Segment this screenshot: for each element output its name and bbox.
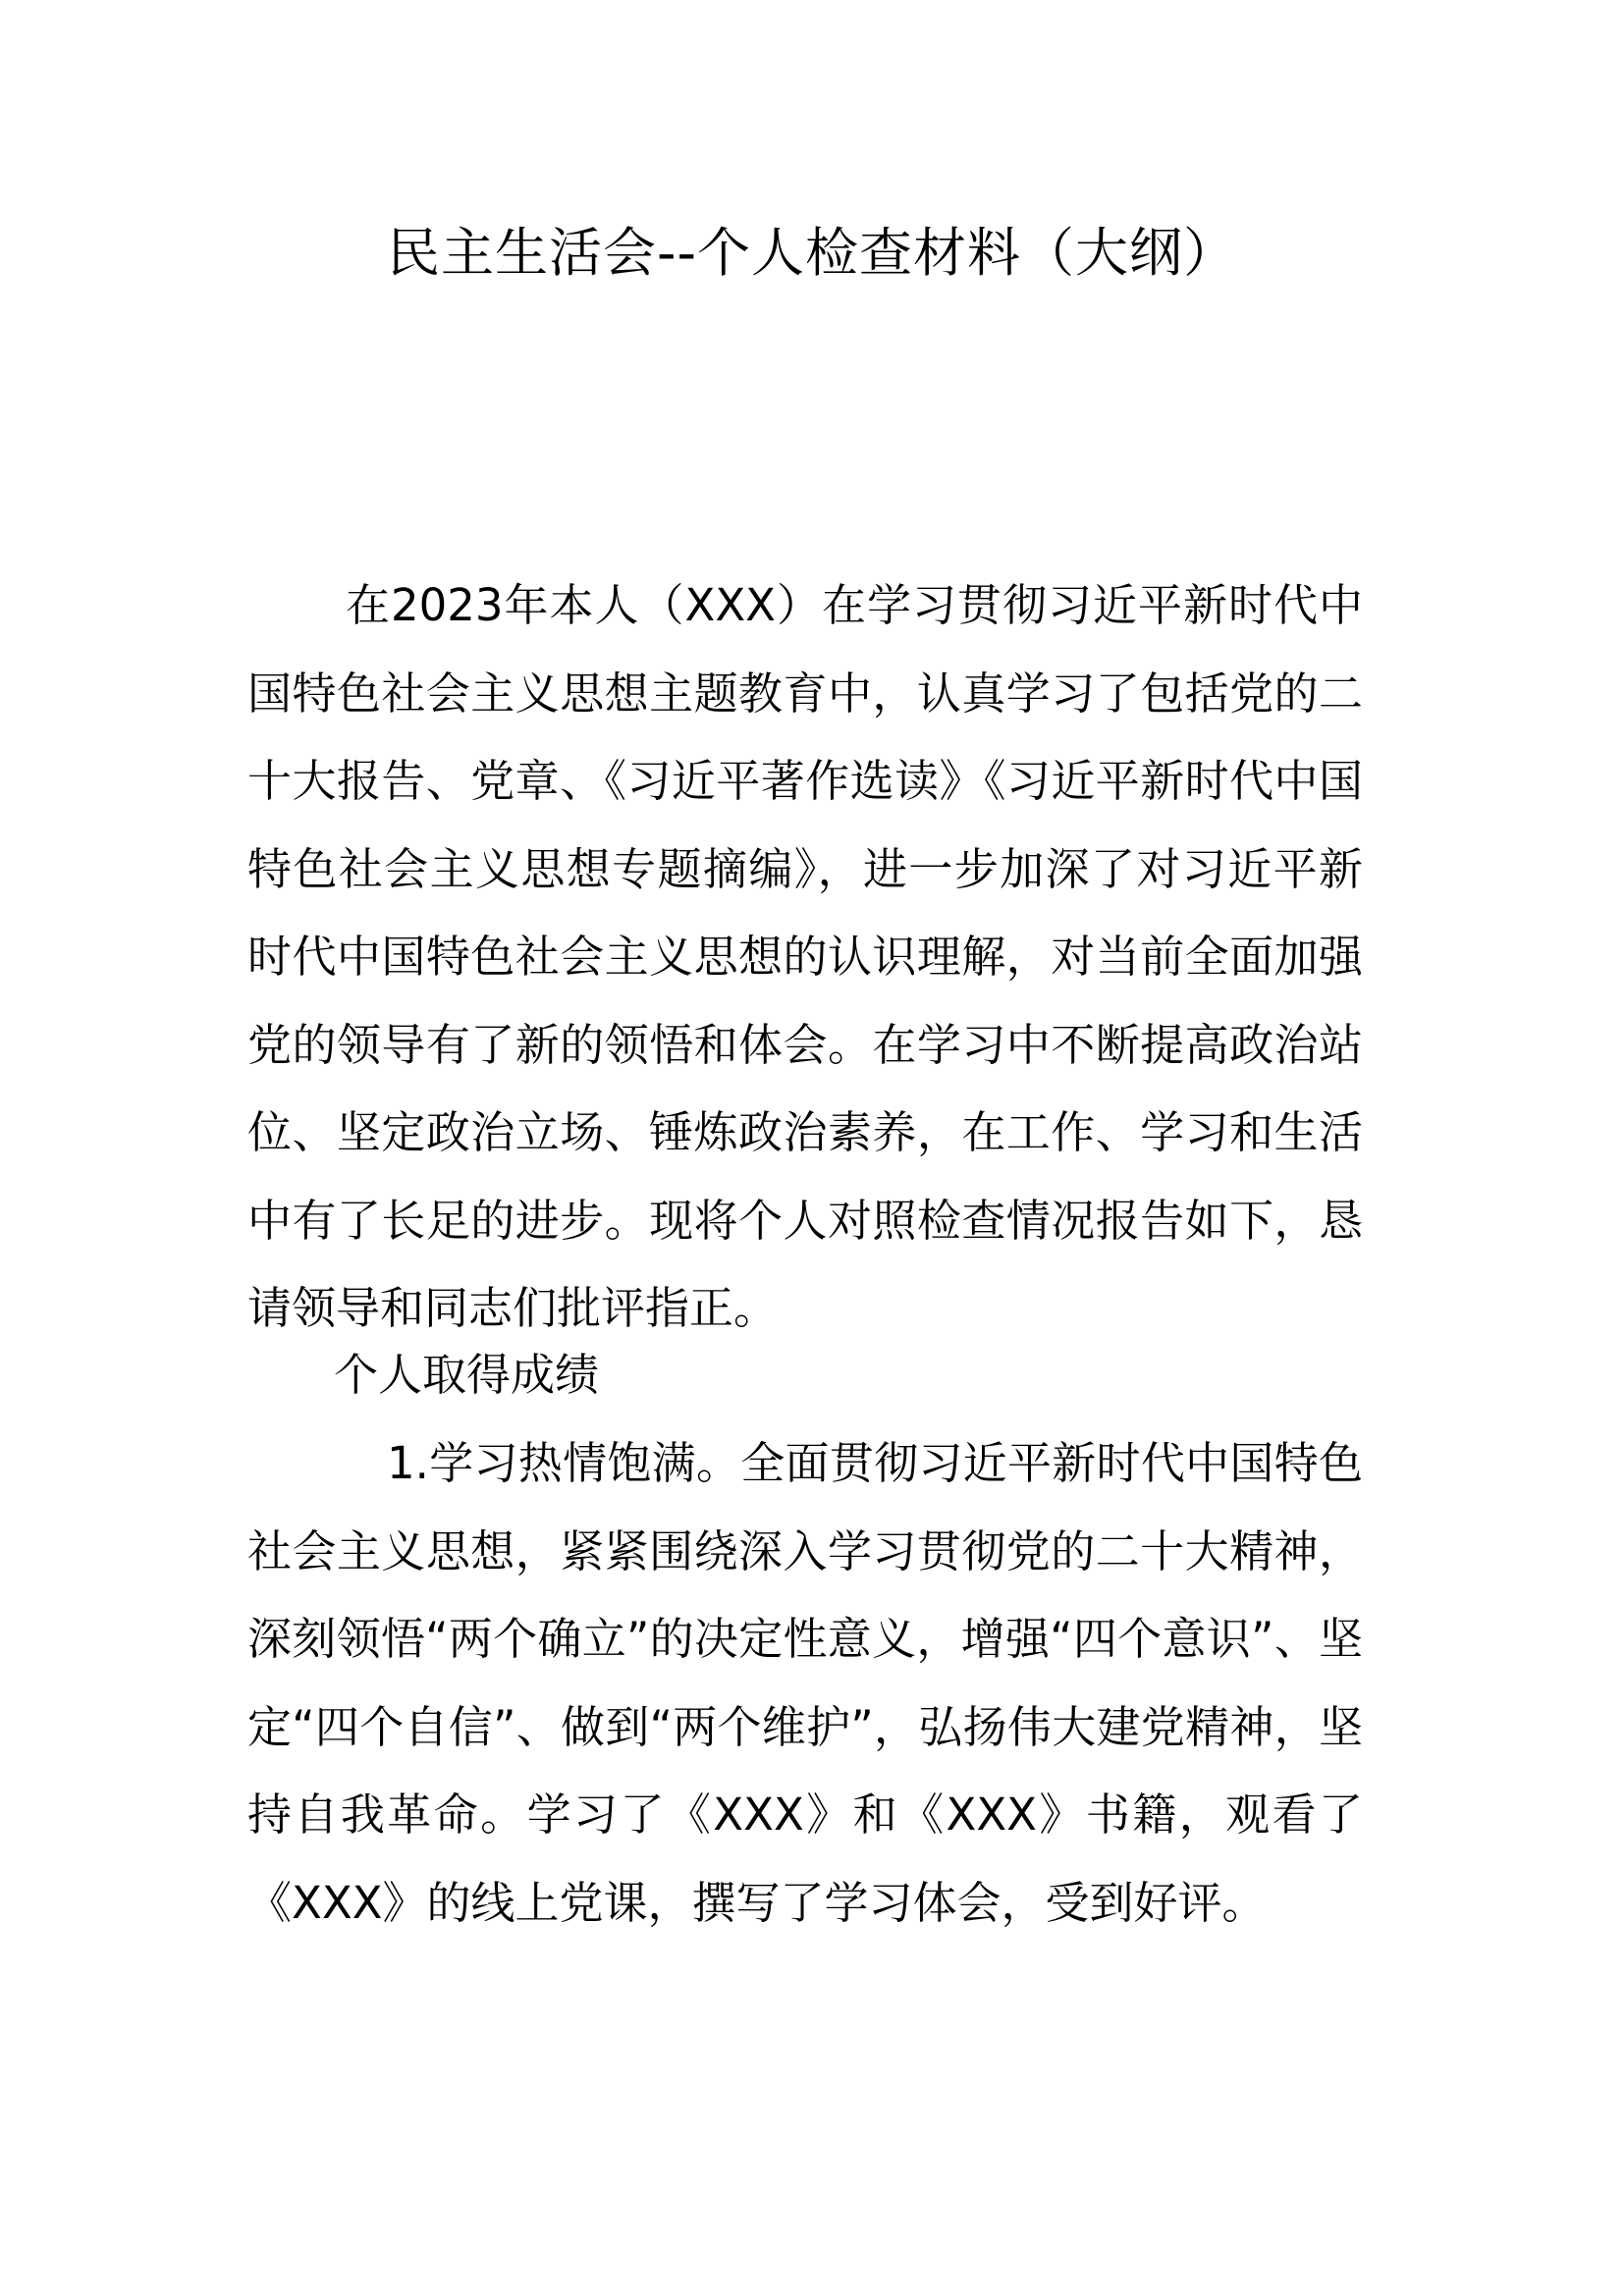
section-heading: 个人取得成绩 bbox=[334, 1349, 600, 1401]
intro-paragraph: 在2023年本人（XXX）在学习贯彻习近平新时代中国特色社会主义思想主题教育中，认真学习了包括党的二十大报告、党章、《习近平著作选读》《习近平新时代中国特色社会主义思想专题摘编》，进一步加深了对习近平新时代中国特色社会主义思想的认识理解，对当前全面加强党的领导有了新的领悟和体会。在学习中不断提高政治站位、坚定政治立场、锤炼政治素养，在工作、学习和生活中有了长足的进步。现将个人对照检查情况报告如下，恳请领导和同志们批评指正。 bbox=[247, 579, 1363, 1334]
document-title: 民主生活会--个人检查材料（大纲） bbox=[387, 222, 1237, 284]
achievement-item-1: 1.学习热情饱满。全面贯彻习近平新时代中国特色社会主义思想，紧紧围绕深入学习贯彻党的二十大精神，深刻领悟“两个确立”的决定性意义，增强“四个意识”、坚定“四个自信”、做到“两个维护”，弘扬伟大建党精神，坚持自我革命。学习了《XXX》和《XXX》书籍，观看了《XXX》的线上党课，撰写了学习体会，受到好评。 bbox=[247, 1437, 1363, 1929]
